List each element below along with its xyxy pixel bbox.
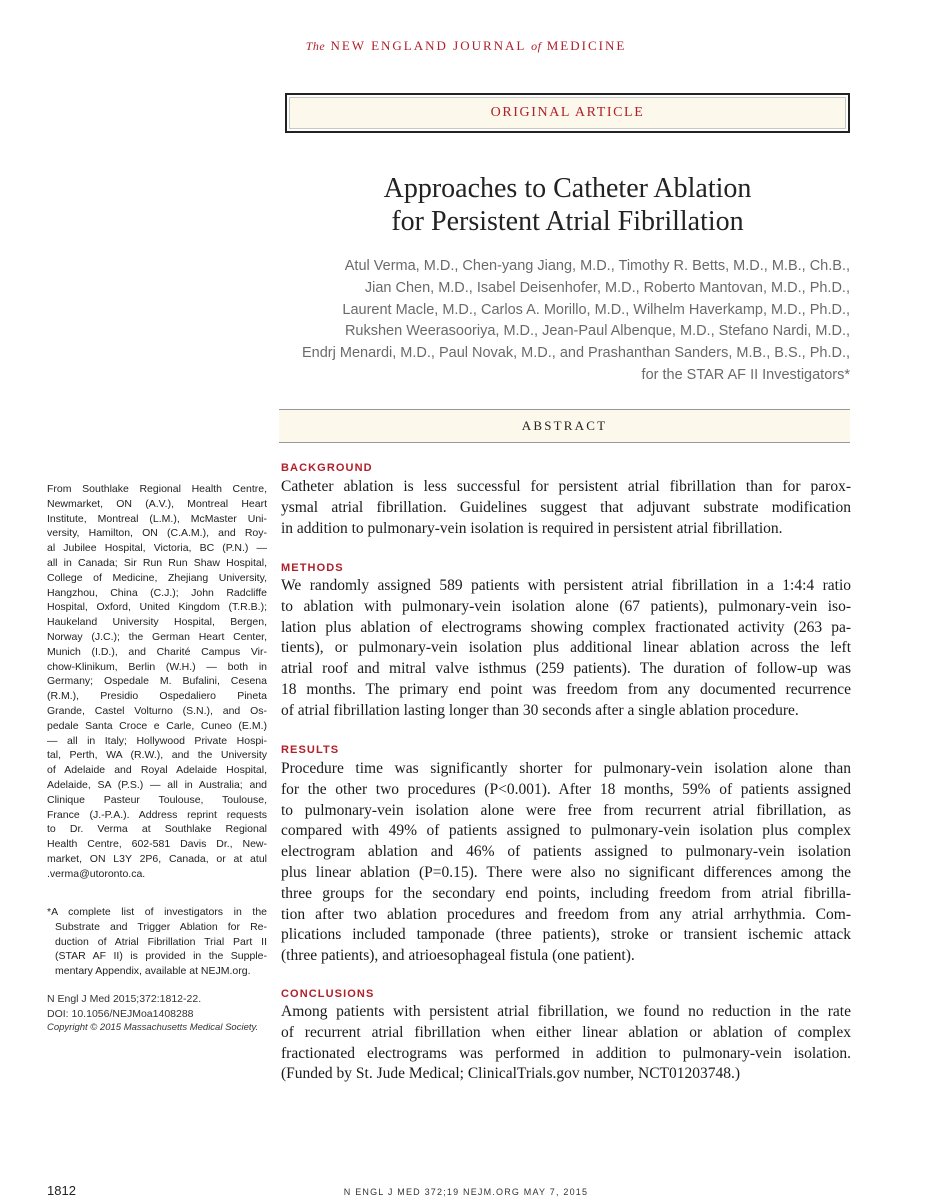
affiliation-line: Grande, Castel Volturno (S.N.), and Os- <box>47 704 267 717</box>
affiliation-line: Munich (I.D.), and Charité Campus Vir- <box>47 645 267 658</box>
affiliation-line: College of Medicine, Zhejiang University, <box>47 571 267 584</box>
footnote-line: (STAR AF II) is provided in the Supple- <box>55 950 267 963</box>
title-line: Approaches to Catheter Ablation <box>383 173 752 204</box>
affiliation-line: Norway (J.C.); the German Heart Center, <box>47 630 267 643</box>
affiliation-line: of Adelaide and Royal Adelaide Hospital, <box>47 764 267 777</box>
footnote-line: duction of Atrial Fibrillation Trial Part II <box>55 935 267 948</box>
affiliation-line: Adelaide, SA (P.S.) — all in Australia; and <box>47 778 267 791</box>
text-line: of atrial fibrillation lasting longer than 30 seconds after a single ablation procedure. <box>281 701 799 719</box>
text-line: Among patients with persistent atrial fibrillation, we found no reduction in the rate <box>281 1003 851 1020</box>
citation-doi: DOI: 10.1056/NEJMoa1408288 <box>47 1007 194 1020</box>
text-line: tients), or pulmonary-vein isolation plus additional linear ablation across the left <box>281 639 851 657</box>
text-line: We randomly assigned 589 patients with persistent atrial fibrillation in a 1:4:4 ratio <box>281 577 851 594</box>
conclusions-heading: CONCLUSIONS <box>281 988 375 1000</box>
citation-block <box>47 992 258 1036</box>
author-line: Laurent Macle, M.D., Carlos A. Morillo, M.D., Wilhelm Haverkamp, M.D., Ph.D., <box>342 301 850 318</box>
citation-ref: N Engl J Med 2015;372:1812-22. <box>47 993 202 1005</box>
author-list <box>285 256 850 387</box>
journal-prefix: The <box>305 39 326 53</box>
results-heading: RESULTS <box>281 744 340 756</box>
affiliation-line: Hangzhou, China (C.J.); John Radcliffe <box>47 586 267 599</box>
text-line: electrogram ablation and 46% of patients assigned to pulmonary-vein isolation <box>281 843 851 861</box>
affiliation-line: From Southlake Regional Health Centre, <box>47 483 267 495</box>
page-number: 1812 <box>47 1183 76 1198</box>
background-heading: BACKGROUND <box>281 462 373 474</box>
affiliation-line: (R.M.), Presidio Ospedaliero Pineta <box>47 690 267 703</box>
author-line: Endrj Menardi, M.D., Paul Novak, M.D., and Prashanthan Sanders, M.B., B.S., Ph.D., <box>301 345 850 362</box>
text-line: fractionated electrograms was performed in addition to pulmonary-vein isolation. <box>281 1044 851 1062</box>
article-type-box <box>285 93 850 133</box>
title-line: for Persistent Atrial Fibrillation <box>391 206 744 237</box>
footnote-line: Substrate and Trigger Ablation for Re- <box>55 920 267 933</box>
affiliation-line: Health Centre, 602-581 Davis Dr., New- <box>47 838 267 851</box>
investigators-footnote <box>47 905 267 979</box>
text-line: to pulmonary-vein isolation alone were free from recurrent atrial fibrillation, as <box>281 801 851 819</box>
citation-copyright: Copyright © 2015 Massachusetts Medical Society. <box>47 1022 259 1033</box>
text-line: ysmal atrial fibrillation. Guidelines suggest that adjuvant substrate modification <box>281 498 851 516</box>
affiliation-line: Institute, Montreal (L.M.), McMaster Uni- <box>47 512 267 525</box>
methods-text <box>281 576 851 722</box>
author-line: Atul Verma, M.D., Chen-yang Jiang, M.D., Timothy R. Betts, M.D., M.B., Ch.B., <box>344 258 850 274</box>
running-footer: N ENGL J MED 372;19 NEJM.ORG MAY 7, 2015 <box>343 1187 589 1197</box>
affiliation-line: .verma@utoronto.ca. <box>47 867 146 880</box>
text-line: three groups for the secondary end points, including freedom from atrial fibrilla- <box>281 884 851 902</box>
affiliation-line: chow-Klinikum, Berlin (W.H.) — both in <box>47 660 267 673</box>
author-line: for the STAR AF II Investigators* <box>641 366 850 383</box>
text-line: Procedure time was significantly shorter for pulmonary-vein isolation alone than <box>281 760 851 777</box>
journal-name: NEW ENGLAND JOURNAL <box>330 38 526 53</box>
affiliation-line: al Jubilee Hospital, Victoria, BC (P.N.) — <box>47 542 267 555</box>
methods-heading: METHODS <box>281 562 344 574</box>
footnote-line: mentary Appendix, available at NEJM.org. <box>55 965 251 978</box>
article-type: ORIGINAL ARTICLE <box>490 105 645 120</box>
affiliation-line: Newmarket, ON (A.V.), Montreal Heart <box>47 497 267 510</box>
text-line: in addition to pulmonary-vein isolation is required in persistent atrial fibrillation. <box>281 519 783 537</box>
journal-of: of <box>531 39 542 53</box>
abstract-label: ABSTRACT <box>521 418 608 433</box>
abstract-header-bar <box>279 409 850 443</box>
text-line: 18 months. The primary end point was freedom from any documented recurrence <box>281 680 851 698</box>
text-line: to ablation with pulmonary-vein isolation alone (67 patients), pulmonary-vein iso- <box>281 597 851 615</box>
article-title <box>285 172 850 238</box>
text-line: (three patients), and atrioesophageal fistula (one patient). <box>281 947 635 965</box>
results-text <box>281 759 851 967</box>
author-line: Jian Chen, M.D., Isabel Deisenhofer, M.D., Roberto Mantovan, M.D., Ph.D., <box>364 279 850 296</box>
affiliations <box>47 482 267 882</box>
text-line: of recurrent atrial fibrillation when either linear ablation or ablation of complex <box>281 1023 851 1041</box>
affiliation-line: Germany; Ospedale M. Bufalini, Cesena <box>47 675 267 688</box>
affiliation-line: Haukeland University Hospital, Bergen, <box>47 616 267 629</box>
affiliation-line: pedale Santa Croce e Carle, Cuneo (E.M.) <box>47 719 267 732</box>
affiliation-line: versity, Hamilton, ON (C.A.M.), and Roy- <box>47 527 267 540</box>
text-line: Catheter ablation is less successful for persistent atrial fibrillation than for parox- <box>281 478 851 495</box>
background-text <box>281 477 851 539</box>
affiliation-line: to Dr. Verma at Southlake Regional <box>47 823 267 836</box>
affiliation-line: Clinique Pasteur Toulouse, Toulouse, <box>47 793 267 806</box>
text-line: compared with 49% of patients assigned to pulmonary-vein isolation plus complex <box>281 822 851 840</box>
text-line: tion after two ablation procedures and freedom from any atrial arrhythmia. Com- <box>281 905 851 923</box>
text-line: plus linear ablation (P=0.15). There were also no significant differences among the <box>281 863 851 881</box>
text-line: (Funded by St. Jude Medical; ClinicalTrials.gov number, NCT01203748.) <box>281 1065 741 1083</box>
conclusions-text <box>281 1002 851 1085</box>
affiliation-line: market, ON L3Y 2P6, Canada, or at atul <box>47 852 267 865</box>
journal-suffix: MEDICINE <box>546 38 627 53</box>
affiliation-line: Hospital, Oxford, United Kingdom (T.R.B.); <box>47 601 267 614</box>
affiliation-line: tal, Perth, WA (R.W.), and the University <box>47 749 267 762</box>
footnote-line: *A complete list of investigators in the <box>47 906 267 918</box>
journal-header <box>0 38 932 54</box>
affiliation-line: — all in Italy; Hollywood Private Hospi- <box>47 734 267 747</box>
affiliation-line: all in Canada; Sir Run Run Shaw Hospital, <box>47 556 267 569</box>
text-line: atrial roof and mitral valve isthmus (259 patients). The duration of follow-up was <box>281 660 851 678</box>
text-line: lation plus ablation of electrograms showing complex fractionated activity (263 pa- <box>281 618 851 636</box>
author-line: Rukshen Weerasooriya, M.D., Jean-Paul Albenque, M.D., Stefano Nardi, M.D., <box>344 323 850 340</box>
text-line: for the other two procedures (P<0.001). After 18 months, 59% of patients assigned <box>281 780 851 798</box>
text-line: plications included tamponade (three patients), stroke or transient ischemic attack <box>281 926 851 944</box>
affiliation-line: France (J.-P.A.). Address reprint requests <box>47 808 267 821</box>
